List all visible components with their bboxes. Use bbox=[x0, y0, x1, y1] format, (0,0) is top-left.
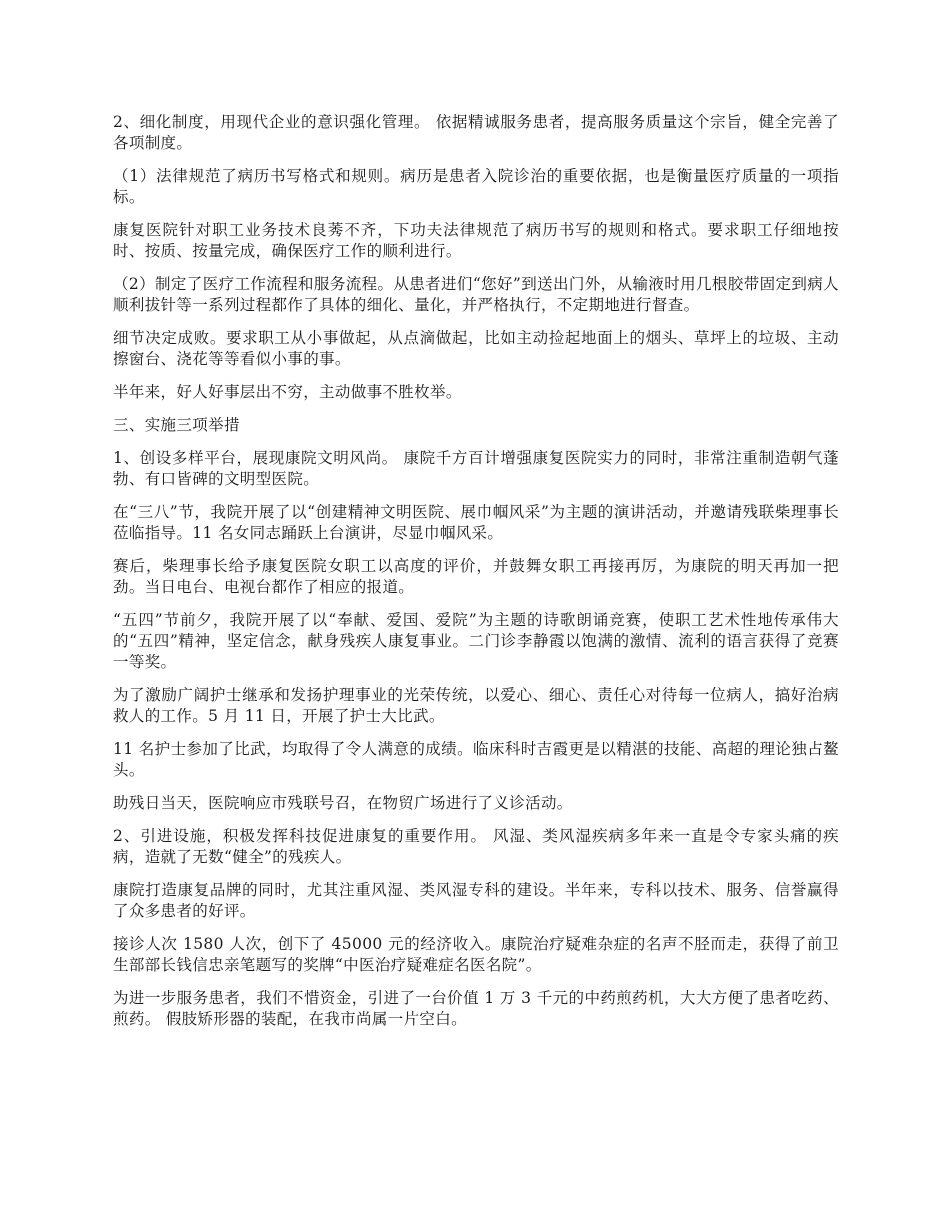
paragraph-5: 细节决定成败。要求职工从小事做起，从点滴做起，比如主动捡起地面上的烟头、草坪上的垃圾、主动擦窗台、浇花等等看似小事的事。 bbox=[113, 329, 839, 368]
paragraph-18: 为进一步服务患者，我们不惜资金，引进了一台价值 1 万 3 千元的中药煎药机，大大方便了患者吃药、煎药。 假肢矫形器的装配，在我市尚属一片空白。 bbox=[113, 989, 839, 1028]
paragraph-1: 2、细化制度，用现代企业的意识强化管理。 依据精诚服务患者，提高服务质量这个宗旨，健全完善了各项制度。 bbox=[113, 113, 839, 152]
document-page bbox=[113, 112, 839, 1042]
paragraph-12: 为了激励广阔护士继承和发扬护理事业的光荣传统，以爱心、细心、责任心对待每一位病人，搞好治病救人的工作。5 月 11 日，开展了护士大比武。 bbox=[113, 686, 839, 725]
paragraph-13: 11 名护士参加了比武，均取得了令人满意的成绩。临床科时吉霞更是以精湛的技能、高超的理论独占鳌头。 bbox=[113, 740, 839, 779]
section-heading: 三、实施三项举措 bbox=[113, 416, 240, 434]
paragraph-14: 助残日当天，医院响应市残联号召，在物贸广场进行了义诊活动。 bbox=[113, 794, 573, 812]
paragraph-9: 在“三八”节，我院开展了以“创建精神文明医院、展巾帼风采”为主题的演讲活动，并邀请残联柴理事长莅临指导。11 名女同志踊跃上台演讲，尽显巾帼风采。 bbox=[113, 503, 839, 542]
paragraph-10: 赛后，柴理事长给予康复医院女职工以高度的评价，并鼓舞女职工再接再厉，为康院的明天再加一把劲。当日电台、电视台都作了相应的报道。 bbox=[113, 557, 839, 596]
paragraph-2: （1）法律规范了病历书写格式和规则。病历是患者入院诊治的重要依据，也是衡量医疗质量的一项指标。 bbox=[113, 167, 839, 206]
paragraph-17: 接诊人次 1580 人次，创下了 45000 元的经济收入。康院治疗疑难杂症的名声不胫而走，获得了前卫生部部长钱信忠亲笔题写的奖牌“中医治疗疑难症名医名院”。 bbox=[113, 935, 839, 974]
paragraph-16: 康院打造康复品牌的同时，尤其注重风湿、类风湿专科的建设。半年来，专科以技术、服务、信誉赢得了众多患者的好评。 bbox=[113, 881, 839, 920]
paragraph-3: 康复医院针对职工业务技术良莠不齐，下功夫法律规范了病历书写的规则和格式。要求职工仔细地按时、按质、按量完成，确保医疗工作的顺利进行。 bbox=[113, 221, 839, 260]
paragraph-4: （2）制定了医疗工作流程和服务流程。从患者进们“您好”到送出门外，从输液时用几根胶带固定到病人顺利拔针等一系列过程都作了具体的细化、量化，并严格执行，不定期地进行督查。 bbox=[113, 275, 839, 314]
paragraph-6: 半年来，好人好事层出不穷，主动做事不胜枚举。 bbox=[113, 383, 462, 401]
paragraph-15: 2、引进设施，积极发挥科技促进康复的重要作用。 风湿、类风湿疾病多年来一直是令专家头痛的疾病，造就了无数“健全”的残疾人。 bbox=[113, 827, 839, 866]
paragraph-11: “五四”节前夕，我院开展了以“奉献、爱国、爱院”为主题的诗歌朗诵竞赛，使职工艺术性地传承伟大的“五四”精神，坚定信念，献身残疾人康复事业。二门诊李静霞以饱满的激情、流利的语言获得了竞赛一等奖。 bbox=[113, 611, 839, 671]
paragraph-8: 1、创设多样平台，展现康院文明风尚。 康院千方百计增强康复医院实力的同时，非常注重制造朝气蓬勃、有口皆碑的文明型医院。 bbox=[113, 449, 839, 488]
